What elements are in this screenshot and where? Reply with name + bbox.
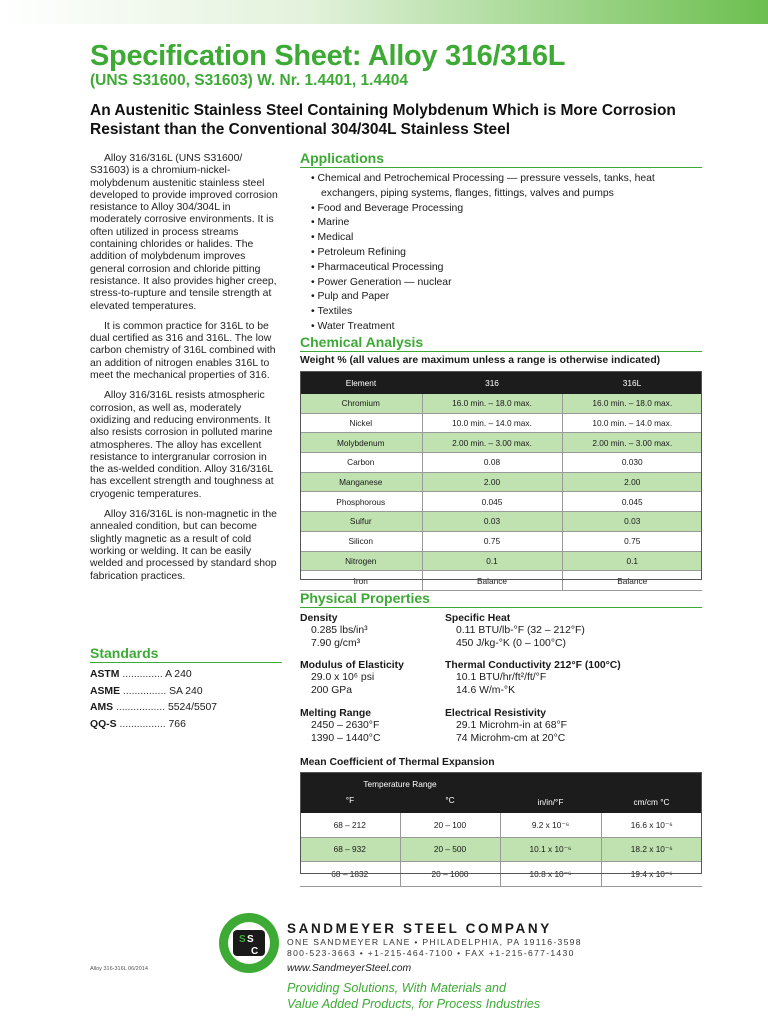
table-cell: 68 – 212: [300, 813, 400, 837]
property-label: Thermal Conductivity 212°F (100°C): [445, 660, 621, 671]
table-cell: Silicon: [300, 531, 422, 551]
table-cell: 10.0 min. – 14.0 max.: [562, 413, 702, 433]
electrical-resistivity-block: [445, 708, 567, 745]
table-row: [300, 531, 702, 551]
table-cell: 10.8 x 10⁻⁶: [500, 862, 601, 887]
table-cell: 10.0 min. – 14.0 max.: [422, 413, 562, 433]
table-cell: 16.6 x 10⁻⁶: [601, 813, 702, 837]
table-cell: 16.0 min. – 18.0 max.: [562, 394, 702, 413]
table-cell: Sulfur: [300, 512, 422, 532]
chemical-heading: Chemical Analysis: [300, 334, 702, 352]
physical-heading: Physical Properties: [300, 590, 702, 608]
standard-name: ASME: [90, 685, 121, 697]
table-cell: Manganese: [300, 472, 422, 492]
list-item: • Pulp and Paper: [311, 290, 703, 305]
specific-heat-block: [445, 613, 585, 650]
standard-leader: ...............: [120, 685, 170, 697]
table-header-row: [300, 772, 702, 792]
tagline-line: Value Added Products, for Process Industries: [287, 997, 541, 1011]
table-cell: 19.4 x 10⁻⁶: [601, 862, 702, 887]
table-cell: 68 – 932: [300, 837, 400, 862]
property-value: 450 J/kg-°K (0 – 100°C): [456, 637, 566, 649]
headline: An Austenitic Stainless Steel Containing Molybdenum Which is More Corrosion Resistant than the Conventional 304/304L Stainless Steel: [90, 102, 676, 138]
applications-heading: Applications: [300, 150, 702, 168]
column-header: °C: [400, 792, 500, 813]
column-header: Element: [300, 371, 422, 394]
table-row: [300, 433, 702, 453]
list-item: • Medical: [311, 231, 703, 246]
intro-paragraph: It is common practice for 316L to be dual certified as 316 and 316L. The low carbon chemistry of 316L combined with an addition of nitrogen enables 316L to meet the mechanical properties of 316.: [90, 320, 276, 382]
weight-note: Weight % (all values are maximum unless a range is otherwise indicated): [300, 355, 661, 366]
logo-letter: S: [247, 934, 254, 945]
table-row: [300, 837, 702, 862]
standard-value: 766: [168, 718, 186, 730]
property-label: Melting Range: [300, 708, 372, 719]
property-value: 0.285 lbs/in³: [311, 625, 368, 637]
address-line: ONE SANDMEYER LANE • PHILADELPHIA, PA 19116-3598: [287, 937, 582, 947]
standard-name: QQ-S: [90, 718, 117, 730]
table-cell: 20 – 1000: [400, 862, 500, 887]
table-cell: 0.03: [422, 512, 562, 532]
column-header: in/in/°F: [500, 772, 601, 813]
standard-name: ASTM: [90, 669, 120, 680]
intro-paragraph: Alloy 316/316L is non-magnetic in the annealed condition, but can become slightly magnetic as a result of cold working or welding. It can be easily welded and processed by standard shop fabrication practices.: [90, 509, 277, 582]
table-cell: 0.1: [422, 551, 562, 571]
table-cell: 16.0 min. – 18.0 max.: [422, 394, 562, 413]
column-header: °F: [300, 792, 400, 813]
page-subtitle: (UNS S31600, S31603) W. Nr. 1.4401, 1.4404: [90, 72, 408, 89]
table-cell: 2.00 min. – 3.00 max.: [562, 433, 702, 453]
table-cell: 0.045: [562, 492, 702, 512]
logo-letter: C: [251, 946, 259, 957]
property-value: 29.1 Microhm-in at 68°F: [456, 720, 567, 732]
table-row: [300, 862, 702, 887]
table-cell: 0.08: [422, 453, 562, 473]
table-cell: 0.03: [562, 512, 702, 532]
density-block: [300, 613, 368, 650]
page-title: Specification Sheet: Alloy 316/316L: [90, 40, 566, 72]
table-cell: 0.1: [562, 551, 702, 571]
table-cell: Iron: [300, 571, 422, 591]
table-cell: Balance: [562, 571, 702, 591]
chemical-table: [300, 371, 702, 591]
property-label: Modulus of Elasticity: [300, 660, 404, 671]
logo-letter: S: [239, 934, 246, 945]
table-row: [300, 472, 702, 492]
phone-line: 800-523-3663 • +1-215-464-7100 • FAX +1-215-677-1430: [287, 948, 575, 958]
list-item: • Petroleum Refining: [311, 246, 703, 261]
standard-value: SA 240: [169, 685, 203, 697]
list-item: • Pharmaceutical Processing: [311, 261, 703, 276]
table-cell: Molybdenum: [300, 433, 422, 453]
table-cell: 2.00: [422, 472, 562, 492]
table-row: [300, 413, 702, 433]
list-item: • Power Generation — nuclear: [311, 276, 703, 291]
property-label: Electrical Resistivity: [445, 708, 547, 719]
intro-paragraph: Alloy 316/316L (UNS S31600/ S31603) is a chromium-nickel-molybdenum austenitic stainless steel developed to provide improved corrosion resistance to Alloy 304/304L in moderately corrosive environments. It is often utilized in process streams containing chlorides or halides. The addition of molybdenum improves general corrosion and chloride pitting resistance. It also provides higher creep, stress-to-rupture and tensile strength at elevated temperatures.: [90, 153, 278, 312]
table-cell: 20 – 100: [400, 813, 500, 837]
column-header: Temperature Range: [300, 772, 500, 792]
standard-name: AMS: [90, 702, 114, 713]
thermal-expansion-table: [300, 772, 702, 887]
table-cell: 0.75: [422, 531, 562, 551]
standard-item: [90, 717, 282, 734]
standard-leader: ..............: [119, 669, 166, 680]
property-value: 10.1 BTU/hr/ft²/ft/°F: [456, 672, 547, 684]
thermal-expansion-title: Mean Coefficient of Thermal Expansion: [300, 757, 495, 768]
standard-value: A 240: [165, 669, 192, 680]
table-cell: 0.030: [562, 453, 702, 473]
property-value: 74 Microhm-cm at 20°C: [456, 732, 566, 744]
table-cell: 20 – 500: [400, 837, 500, 862]
modulus-block: [300, 660, 404, 697]
standard-item: [90, 700, 282, 717]
list-item: • Chemical and Petrochemical Processing — pressure vessels, tanks, heat exchangers, piping systems, flanges, fittings, valves and pumps: [311, 172, 703, 202]
intro-paragraph: Alloy 316/316L resists atmospheric corrosion, as well as, moderately oxidizing and reducing environments. It also resists corrosion in polluted marine atmospheres. The alloy has excellent resistance to intergranular corrosion in the as-welded condition. Alloy 316/316L has excellent strength and toughness at cryogenic temperatures.: [90, 390, 274, 500]
property-value: 29.0 x 10⁶ psi: [311, 672, 375, 684]
list-item: • Textiles: [311, 305, 703, 320]
table-cell: Phosphorous: [300, 492, 422, 512]
table-row: [300, 551, 702, 571]
standards-list: [90, 667, 282, 733]
table-row: [300, 394, 702, 413]
company-tagline: [287, 980, 540, 1012]
company-name: SANDMEYER STEEL COMPANY: [287, 921, 552, 936]
property-value: 14.6 W/m-°K: [456, 684, 516, 696]
tagline-line: Providing Solutions, With Materials and: [287, 981, 506, 995]
table-row: [300, 453, 702, 473]
standard-leader: ................: [116, 718, 169, 730]
table-cell: 0.75: [562, 531, 702, 551]
table-cell: Chromium: [300, 394, 422, 413]
website-link[interactable]: www.SandmeyerSteel.com: [287, 963, 412, 974]
table-header-row: [300, 371, 702, 394]
property-value: 7.90 g/cm³: [311, 637, 361, 649]
document-id: Alloy 316-316L 06/2014: [90, 966, 148, 972]
property-value: 200 GPa: [311, 684, 353, 696]
column-header: 316L: [562, 371, 702, 394]
table-cell: 2.00: [562, 472, 702, 492]
company-address: [287, 937, 582, 959]
table-cell: Nickel: [300, 413, 422, 433]
thermal-conductivity-block: [445, 660, 621, 697]
standards-heading: Standards: [90, 645, 282, 663]
table-row: [300, 813, 702, 837]
table-cell: 10.1 x 10⁻⁶: [500, 837, 601, 862]
table-cell: Carbon: [300, 453, 422, 473]
property-label: Specific Heat: [445, 613, 511, 624]
standard-item: [90, 684, 282, 701]
table-cell: 0.045: [422, 492, 562, 512]
table-cell: 18.2 x 10⁻⁶: [601, 837, 702, 862]
table-cell: 68 – 1832: [300, 862, 400, 887]
property-value: 1390 – 1440°C: [311, 732, 381, 744]
table-cell: Balance: [422, 571, 562, 591]
standard-value: 5524/5507: [167, 702, 218, 713]
property-value: 2450 – 2630°F: [311, 720, 380, 732]
standard-item: [90, 667, 282, 684]
column-header: 316: [422, 371, 562, 394]
property-label: Density: [300, 613, 338, 624]
column-header: cm/cm °C: [601, 772, 702, 813]
table-row: [300, 512, 702, 532]
table-row: [300, 492, 702, 512]
table-cell: 9.2 x 10⁻⁶: [500, 813, 601, 837]
list-item: • Food and Beverage Processing: [311, 202, 703, 217]
standard-leader: .................: [113, 702, 168, 713]
table-cell: Nitrogen: [300, 551, 422, 571]
list-item: • Water Treatment: [311, 320, 703, 335]
table-row: [300, 571, 702, 591]
intro-text: [90, 153, 282, 591]
list-item: • Marine: [311, 216, 703, 231]
applications-list: [311, 172, 703, 335]
sandmeyer-logo-icon: [218, 912, 280, 974]
melting-block: [300, 708, 380, 745]
table-cell: 2.00 min. – 3.00 max.: [422, 433, 562, 453]
top-gradient-bar: [0, 0, 768, 24]
property-value: 0.11 BTU/lb-°F (32 – 212°F): [456, 625, 585, 637]
